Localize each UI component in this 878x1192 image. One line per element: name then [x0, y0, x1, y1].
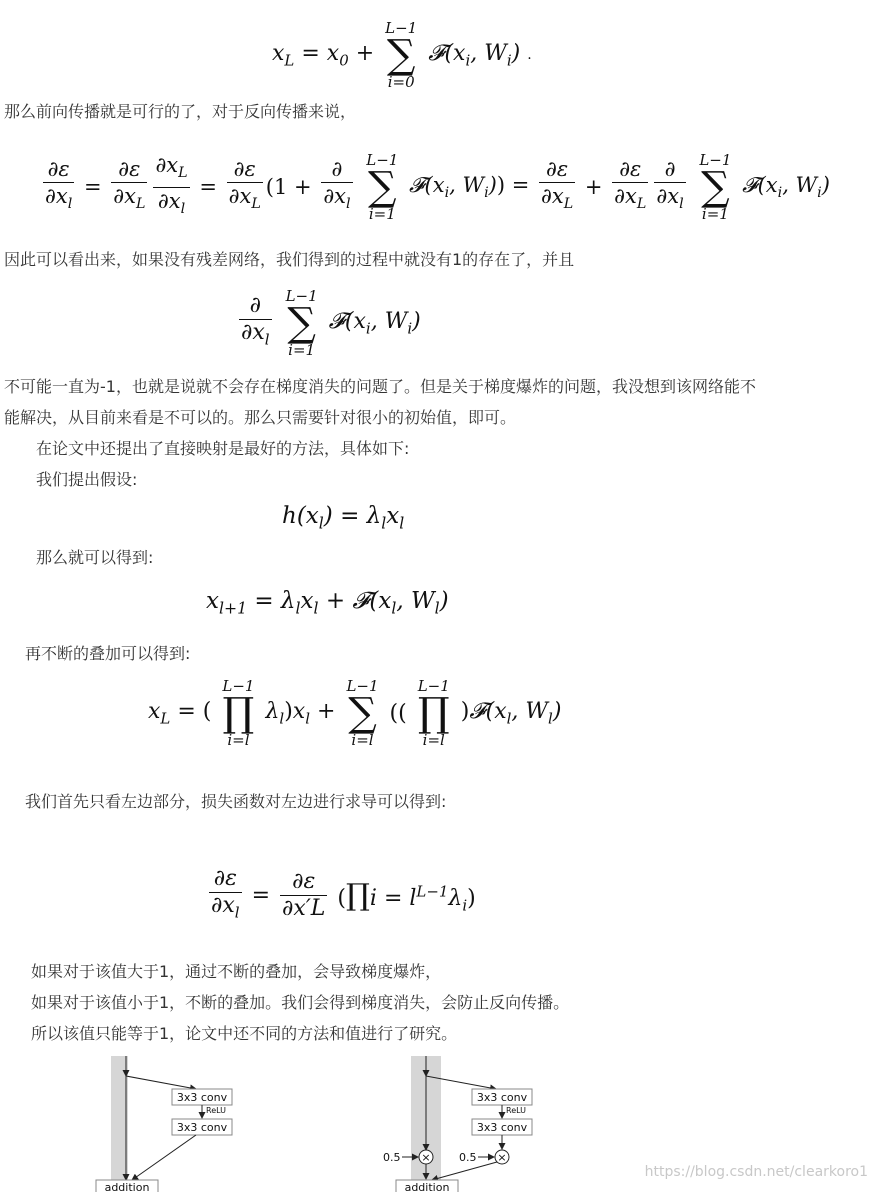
- right-conv1-label: 3x3 conv: [476, 1091, 528, 1104]
- paragraph-conclusion: 所以该值只能等于1，论文中还不同的方法和值进行了研究。: [31, 1024, 458, 1043]
- equation-product-form: $x_L$ = ( L−1 ∏ i=l $\lambda_l)x_l$ + L−1 ∑ i=l (( L−1 ∏ i=l )$𝓕(x_l$, $W_l$): [148, 677, 562, 749]
- paragraph-backprop-intro: 那么前向传播就是可行的了，对于反向传播来说，: [4, 102, 357, 121]
- left-relu-label: ReLU: [206, 1106, 227, 1115]
- residual-block-diagram: [0, 1056, 878, 1192]
- paragraph-explode: 如果对于该值大于1，通过不断的叠加，会导致梯度爆炸，: [31, 962, 442, 981]
- equation-hypothesis: $h(x_l) = \lambda_lx_l$: [282, 503, 405, 533]
- paragraph-vanish: 如果对于该值小于1，不断的叠加。我们会得到梯度消失，会防止反向传播。: [31, 993, 570, 1012]
- paragraph-gradient-vanish-b: 能解决，从目前来看是不可以的。那么只需要针对很小的初始值，即可。: [4, 408, 517, 427]
- right-scale-residual: 0.5: [459, 1151, 477, 1164]
- equation-left-derivative: $\frac{\partial\varepsilon}{\partial x_l}$ = $\frac{\partial\varepsilon}{\partial x'L}$ (∏i = $l^{L-1}\lambda_i$): [211, 866, 476, 922]
- residual-block-scaled: [383, 1056, 532, 1192]
- left-conv2-label: 3x3 conv: [176, 1121, 228, 1134]
- paragraph-gradient-vanish-a: 不可能一直为-1，也就是说就不会存在梯度消失的问题了。但是关于梯度爆炸的问题，我没想到该网络能不: [4, 377, 756, 396]
- right-addition-label: addition: [404, 1181, 450, 1192]
- paragraph-no-residual: 因此可以看出来，如果没有残差网络，我们得到的过程中就没有1的存在了，并且: [4, 250, 575, 269]
- equation-backprop-gradient: $\frac{\partial\varepsilon}{\partial x_l}$ = $\frac{\partial\varepsilon}{\partial x_L}$ $\frac{\partial x_L}{\partial x_l}$ = $\frac{\partial\varepsilon}{\partial x_L}$ (1 + $\frac{\partial}{\partial x_l}$ L−1 ∑ i=1 $𝓕(x_i$, $W_i$)) = $\frac{\partial\varepsilon}{\partial x_L}$ + $\frac{\partial\varepsilon}{\partial x_L}$ $\frac{\partial}{\partial x_l}$ L−1 ∑ i=1 $𝓕(x_i$, $W_i$): [45, 151, 830, 223]
- right-scale-shortcut: 0.5: [383, 1151, 401, 1164]
- right-conv2-label: 3x3 conv: [476, 1121, 528, 1134]
- paragraph-left-derivative: 我们首先只看左边部分，损失函数对左边进行求导可以得到:: [25, 792, 447, 811]
- residual-block-original: [96, 1056, 232, 1192]
- paragraph-then: 那么就可以得到:: [36, 548, 154, 567]
- right-multiply-shortcut: ×: [421, 1151, 431, 1164]
- paragraph-hypothesis: 我们提出假设:: [36, 470, 138, 489]
- left-conv1-label: 3x3 conv: [176, 1091, 228, 1104]
- paragraph-direct-mapping: 在论文中还提出了直接映射是最好的方法，具体如下:: [36, 439, 410, 458]
- equation-recurrence: $x_{l+1} = \lambda_lx_l$ + $𝓕(x_l$, $W_l$): [206, 588, 449, 618]
- equation-partial-sum: $\frac{\partial}{\partial x_l}$ L−1 ∑ i=1 $𝓕(x_i$, $W_i$): [241, 287, 421, 359]
- right-relu-label: ReLU: [506, 1106, 527, 1115]
- right-multiply-residual: ×: [497, 1151, 507, 1164]
- paragraph-stacking: 再不断的叠加可以得到:: [25, 644, 191, 663]
- equation-forward-sum: $x_L = x_0$ + L−1 ∑ i=0 $𝓕(x_i$, $W_i$) .: [272, 19, 532, 91]
- watermark: https://blog.csdn.net/clearkoro1: [644, 1164, 868, 1180]
- left-addition-label: addition: [104, 1181, 150, 1192]
